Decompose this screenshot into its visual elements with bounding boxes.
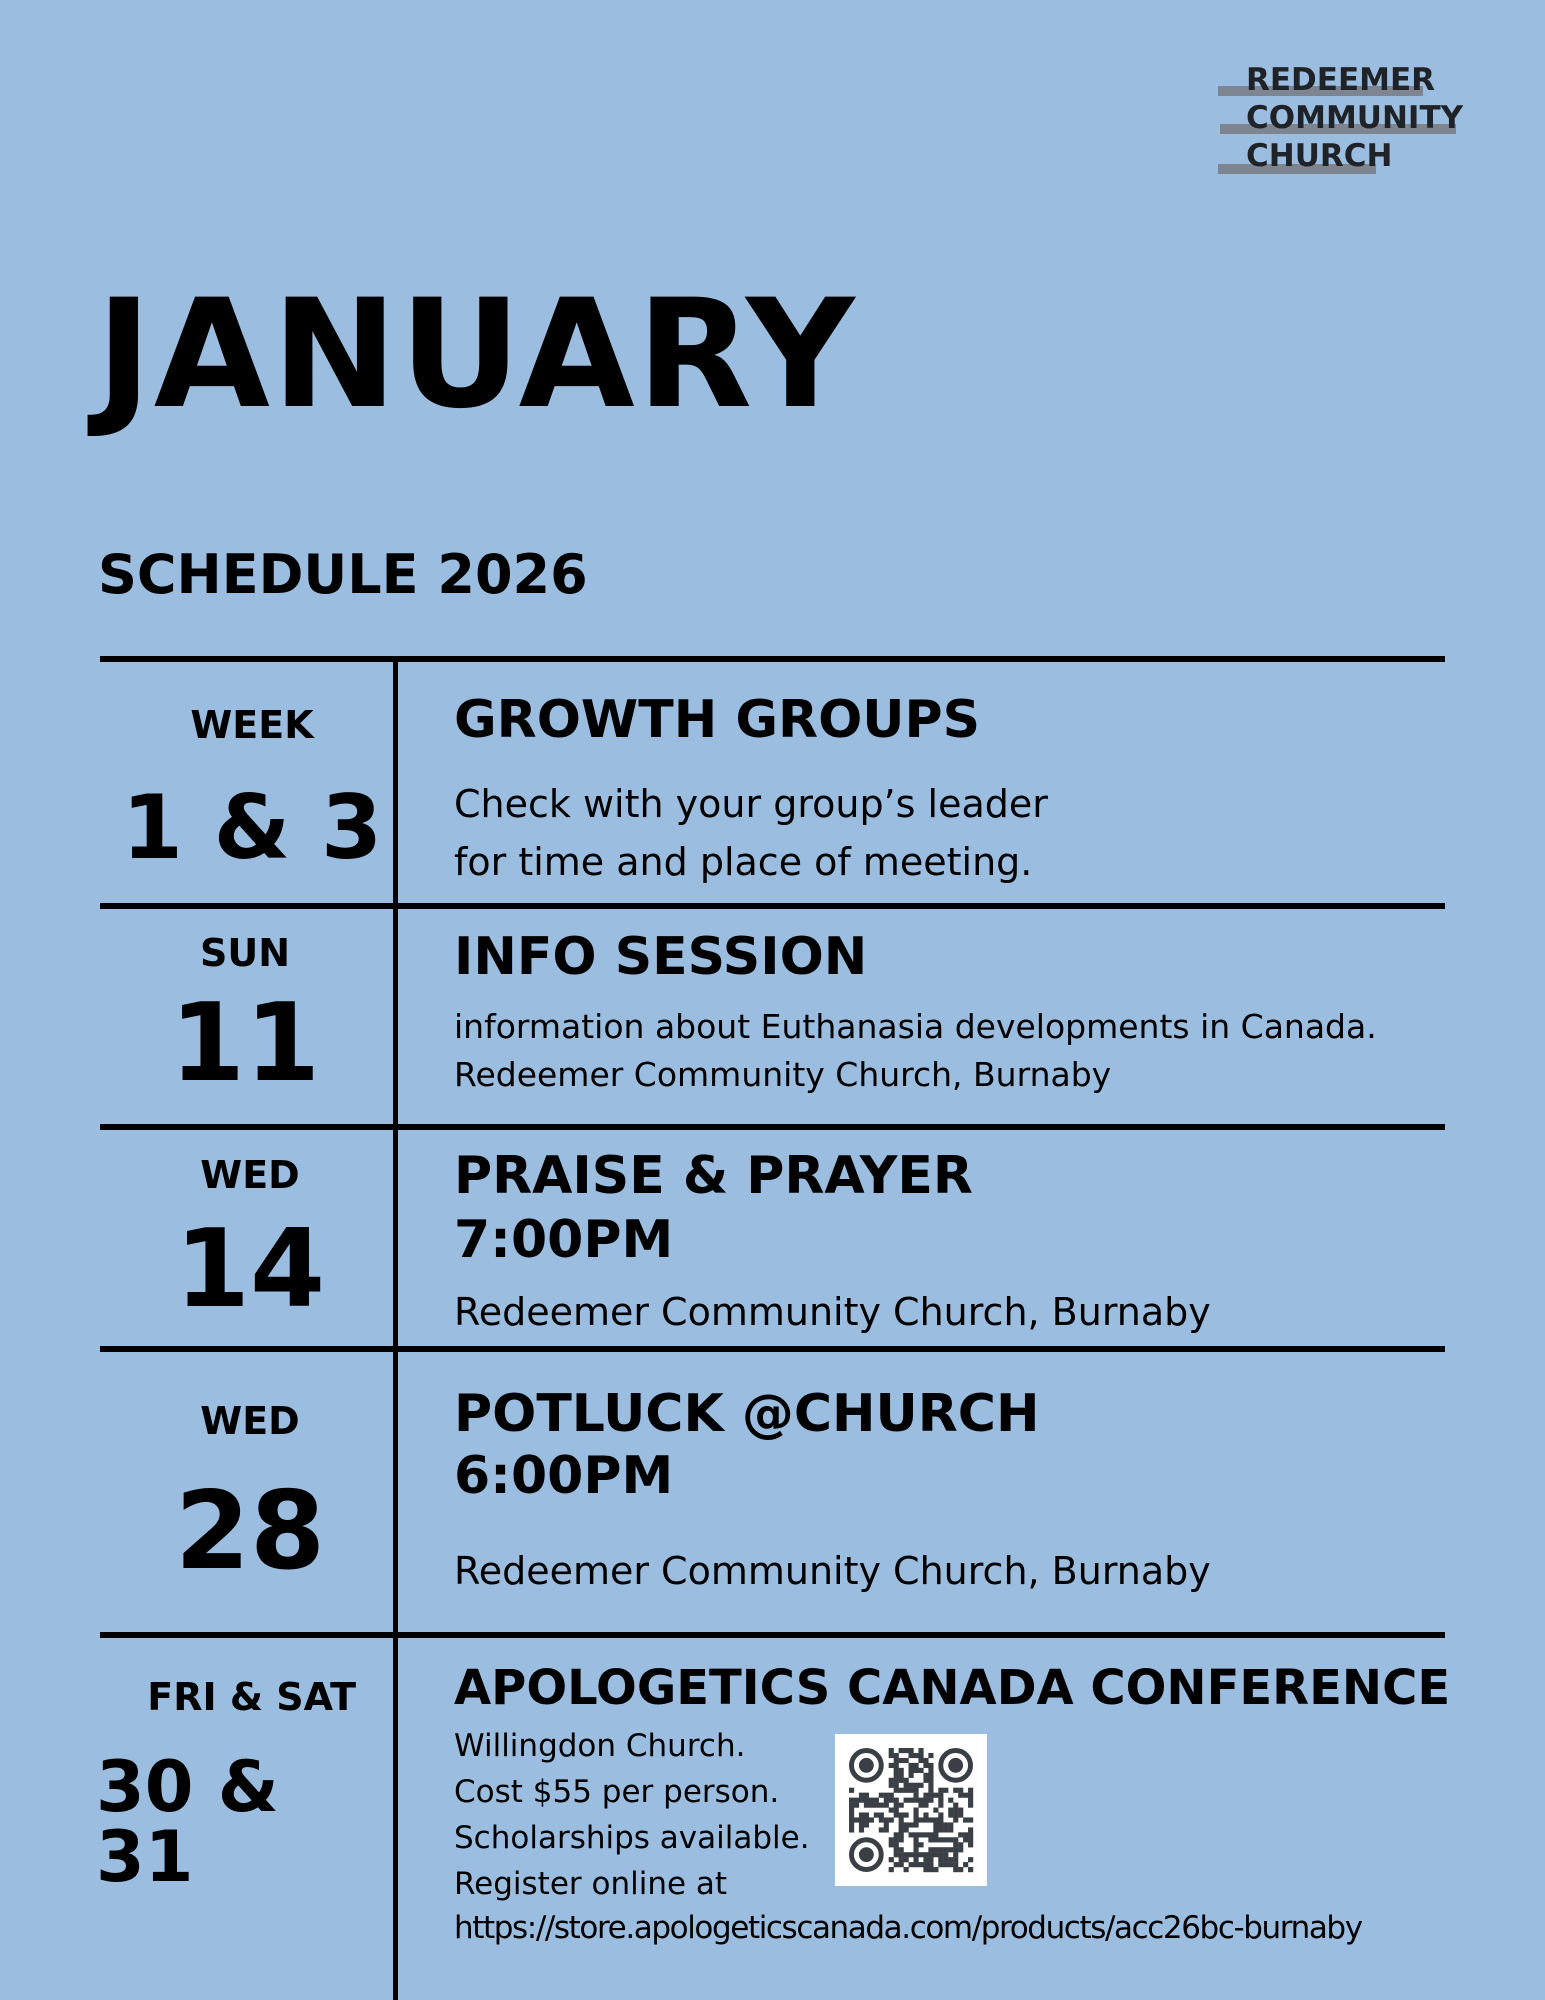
event-title: PRAISE & PRAYER — [454, 1146, 973, 1206]
church-logo — [1218, 62, 1498, 182]
event-day-label: WED — [200, 1399, 300, 1443]
event-day-label: WEEK — [190, 703, 314, 747]
logo-line-2: COMMUNITY — [1246, 100, 1464, 136]
event-detail-line: Cost $55 per person. — [454, 1774, 780, 1810]
row-divider — [100, 656, 1445, 662]
event-detail-line: Willingdon Church. — [454, 1728, 746, 1764]
event-title: POTLUCK @CHURCH — [454, 1384, 1040, 1444]
event-title: GROWTH GROUPS — [454, 690, 981, 750]
qr-code-graphic — [835, 1734, 987, 1886]
event-detail-line: Redeemer Community Church, Burnaby — [454, 1055, 1112, 1094]
event-day-number: 14 — [174, 1207, 326, 1332]
event-detail-line: Scholarships available. — [454, 1820, 810, 1856]
row-divider — [100, 1124, 1445, 1130]
event-day-number: 28 — [174, 1469, 326, 1594]
event-detail-line: Check with your group’s leader — [454, 782, 1048, 826]
event-detail-line: Redeemer Community Church, Burnaby — [454, 1290, 1211, 1334]
event-day-label: SUN — [199, 931, 291, 975]
row-divider — [100, 1346, 1445, 1352]
row-divider — [100, 1632, 1445, 1638]
event-day-number: 11 — [169, 981, 321, 1106]
event-day-number: 30 & 31 — [96, 1746, 279, 1898]
month-title: JANUARY — [96, 268, 857, 442]
event-day-label: FRI & SAT — [147, 1675, 356, 1719]
event-detail-line: information about Euthanasia developments in Canada. — [454, 1007, 1377, 1046]
event-day-label: WED — [200, 1153, 300, 1197]
event-day-number: 1 & 3 — [121, 776, 383, 879]
logo-line-1: REDEEMER — [1246, 62, 1436, 98]
row-divider — [100, 903, 1445, 909]
logo-line-3: CHURCH — [1246, 138, 1393, 174]
event-title: INFO SESSION — [454, 927, 868, 987]
qr-code — [835, 1734, 987, 1886]
event-detail-line: Register online at — [454, 1866, 728, 1902]
event-detail-line: for time and place of meeting. — [454, 840, 1033, 884]
event-time: 6:00PM — [454, 1446, 674, 1506]
event-detail-line: Redeemer Community Church, Burnaby — [454, 1549, 1211, 1593]
event-title: APOLOGETICS CANADA CONFERENCE — [454, 1660, 1451, 1716]
schedule-subtitle: SCHEDULE 2026 — [98, 543, 588, 606]
event-time: 7:00PM — [454, 1210, 674, 1270]
registration-url[interactable]: https://store.apologeticscanada.com/products/acc26bc-burnaby — [454, 1910, 1362, 1946]
